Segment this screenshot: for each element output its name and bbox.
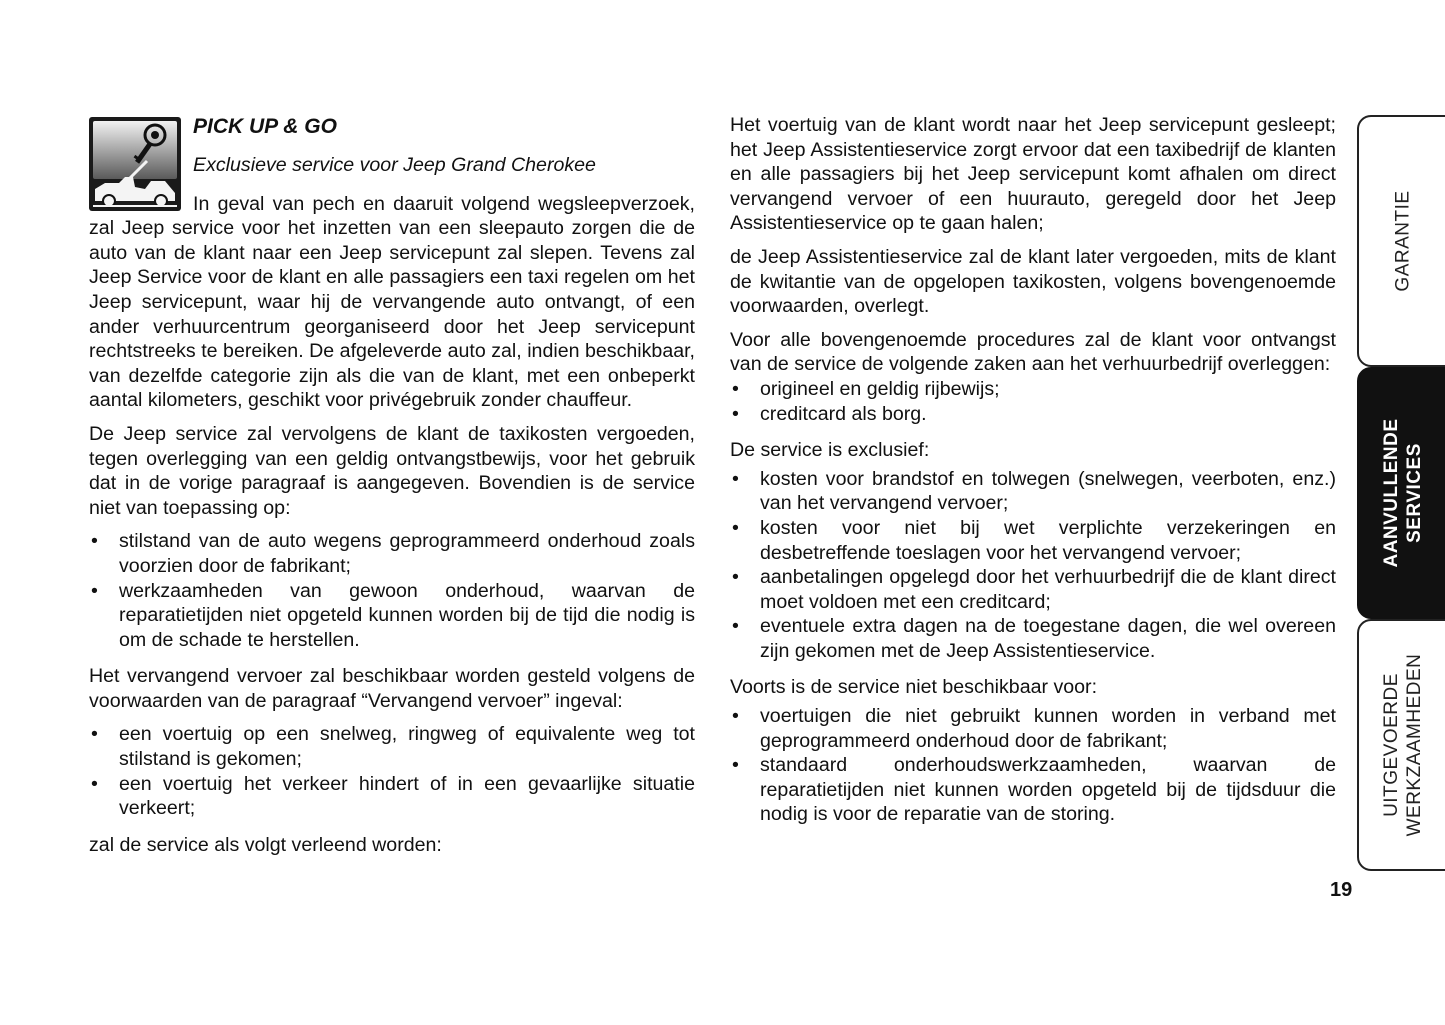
paragraph: De Jeep service zal vervolgens de klant de taxikosten vergoeden, tegen overlegging van een geldig ontvangstbewijs, voor het gebruik dat in de vorige paragraaf is aangegeven. Bovendien is de service niet van toepassing op: bbox=[89, 422, 695, 519]
paragraph: In geval van pech en daaruit volgend wegsleepverzoek, zal Jeep service voor het inzetten van een sleepauto zorgen die de auto van de klant naar een Jeep servicepunt zal slepen. Tevens zal Jeep Service voor de klant en alle passagiers een taxi regelen om het Jeep servicepunt, waar hij de vervangende auto ontvangt, of een ander verhuurcentrum georganiseerd door het Jeep servicepunt rechtstreeks te bereiken. De afgeleverde auto zal, indien beschikbaar, van dezelfde categorie zijn als die van de klant, met een onbeperkt aantal kilometers, geschikt voor privégebruik zonder chauffeur. bbox=[89, 192, 695, 412]
right-column bbox=[730, 113, 1336, 839]
list-item: • origineel en geldig rijbewijs; bbox=[730, 377, 1336, 402]
paragraph: Het vervangend vervoer zal beschikbaar worden gesteld volgens de voorwaarden van de paragraaf “Vervangend vervoer” ingeval: bbox=[89, 665, 695, 712]
tow-truck-key-icon bbox=[89, 117, 181, 211]
bullet-list bbox=[89, 722, 695, 820]
left-column bbox=[89, 113, 695, 866]
bullet-list bbox=[730, 704, 1336, 827]
list-item: • creditcard als borg. bbox=[730, 402, 1336, 427]
bullet-list bbox=[89, 529, 695, 652]
tab-uitgevoerde-werkzaamheden[interactable] bbox=[1357, 619, 1445, 871]
paragraph: Het voertuig van de klant wordt naar het Jeep servicepunt gesleept; het Jeep Assistentieservice zorgt ervoor dat een taxibedrijf de klanten en alle passagiers bij het Jeep servicepunt komt afhalen om direct vervangend vervoer of een huurauto, geregeld door het Jeep Assistentieservice op te gaan halen; bbox=[730, 114, 1336, 235]
tab-aanvullende-services[interactable] bbox=[1357, 367, 1445, 619]
tab-label: UITGEVOERDE WERKZAAMHEDEN bbox=[1381, 653, 1425, 837]
bullet-list bbox=[730, 467, 1336, 664]
list-item: • eventuele extra dagen na de toegestane dagen, die wel overeen zijn gekomen met de Jeep Assistentieservice. bbox=[730, 614, 1336, 663]
paragraph: Voor alle bovengenoemde procedures zal de klant voor ontvangst van de service de volgende zaken aan het verhuurbedrijf overleggen: bbox=[730, 328, 1336, 376]
tab-garantie[interactable] bbox=[1357, 115, 1445, 367]
list-item: • standaard onderhoudswerkzaamheden, waarvan de reparatietijden niet kunnen worden opgeteld bij de tijdsduur die nodig is voor de reparatie van de storing. bbox=[730, 753, 1336, 827]
list-item: • een voertuig het verkeer hindert of in een gevaarlijke situatie verkeert; bbox=[89, 772, 695, 821]
paragraph: Voorts is de service niet beschikbaar voor: bbox=[730, 676, 1098, 699]
tab-label: GARANTIE bbox=[1392, 190, 1414, 292]
list-item: • stilstand van de auto wegens geprogrammeerd onderhoud zoals voorzien door de fabrikant; bbox=[89, 529, 695, 578]
page-number: 19 bbox=[1330, 879, 1353, 901]
list-item: • kosten voor brandstof en tolwegen (snelwegen, veerboten, enz.) van het vervangend vervoer; bbox=[730, 467, 1336, 516]
bullet-list bbox=[730, 377, 1336, 426]
list-item: • een voertuig op een snelweg, ringweg of equivalente weg tot stilstand is gekomen; bbox=[89, 722, 695, 771]
section-subtitle: Exclusieve service voor Jeep Grand Cherokee bbox=[193, 154, 596, 176]
list-item: • werkzaamheden van gewoon onderhoud, waarvan de reparatietijden niet opgeteld kunnen worden bij de tijd die nodig is om de schade te herstellen. bbox=[89, 579, 695, 653]
paragraph: de Jeep Assistentieservice zal de klant later vergoeden, mits de klant de kwitantie van de opgelopen taxikosten, volgens bovengenoemde voorwaarden, overlegt. bbox=[730, 245, 1336, 318]
paragraph: zal de service als volgt verleend worden: bbox=[89, 833, 442, 856]
list-item: • kosten voor niet bij wet verplichte verzekeringen en desbetreffende toeslagen voor het vervangend vervoer; bbox=[730, 516, 1336, 565]
list-item: • aanbetalingen opgelegd door het verhuurbedrijf die de klant direct moet voldoen met een creditcard; bbox=[730, 565, 1336, 614]
tab-label: AANVULLENDE SERVICES bbox=[1381, 418, 1425, 568]
paragraph: De service is exclusief: bbox=[730, 439, 930, 462]
section-title: PICK UP & GO bbox=[193, 115, 337, 138]
list-item: • voertuigen die niet gebruikt kunnen worden in verband met geprogrammeerd onderhoud door de fabrikant; bbox=[730, 704, 1336, 753]
